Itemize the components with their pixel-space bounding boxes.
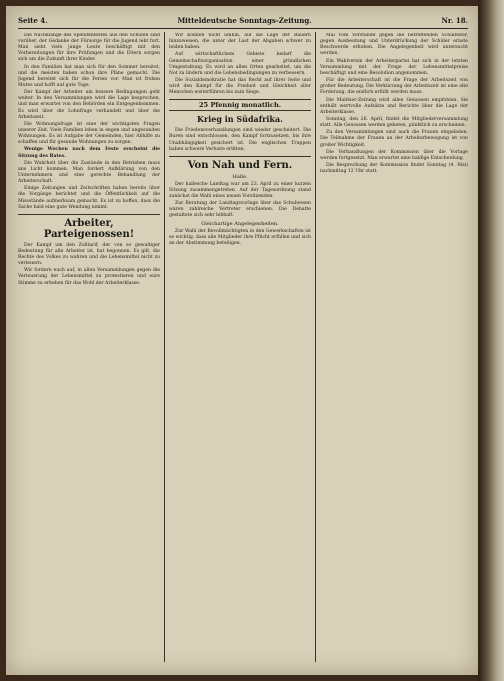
local-news-heading: Von Nah und Fern. [187,159,293,171]
section-heading: Arbeiter, Parteigenossen! [43,217,135,240]
local-news-subheading: Gleichartige Angelegenheiten. [201,220,279,227]
article-paragraph: Einige Zeitungen und Zeitschriften haben bereits über die Vorgänge berichtet und die Öffentlichkeit auf die Missstände aufmerksam gemacht. Es ist zu hoffen, dass die Sache bald eine gute Wendung nimmt. [18,186,160,210]
article-paragraph: Die Besprechung der Kommission findet Sonntag (4. Mai) nachmittag 12 Uhr statt. [320,163,468,175]
article-paragraph: Der Kampf der Arbeiter um bessere Bedingungen geht weiter. In den Versammlungen wird die Lage besprochen, und man erwartet von den Behörden ein Entgegenkommen. Es wird über die Lohnfrage verhandelt und über die Arbeitszeit. [18,90,160,120]
article-paragraph: Der hallesche Landtag war am 23. April zu einer kurzen Sitzung zusammengetreten. Auf der Tagesordnung stand zunächst die Wahl eines neuen Vorsitzenden. [169,181,311,199]
local-news-subheading: Halle. [232,173,248,180]
article-paragraph: Wir fordern euch auf, in allen Versammlungen gegen die Verteuerung der Lebensmittel zu protestieren und eure Stimme zu erheben für das Wohl der Arbeiterklasse. [18,268,160,286]
column-divider [164,32,165,662]
article-paragraph: Die Verhandlungen der Kommission über die Vorlage werden fortgesetzt. Man erwartet eine baldige Entscheidung. [320,149,468,161]
issue-number: Nr. 18. [441,16,468,25]
article-paragraph: Zur Wahl der Bevollmächtigten in den Gewerkschaften ist es wichtig, dass alle Mitglieder ihre Pflicht erfüllen und sich an der Abstimmung beteiligen. [169,228,311,246]
article-paragraph: Sonntag, den 26. April, findet die Mitgliederversammlung statt. Alle Genossen werden gebeten, pünktlich zu erscheinen. [320,116,468,129]
masthead-title: Mitteldeutsche Sonntags-Zeitung. [177,16,312,25]
article-paragraph: Zur Beratung der Landtagsvorlage über das Schulwesen waren zahlreiche Vertreter erschienen. Die Debatte gestaltete sich sehr lebhaft. [169,201,311,219]
article-paragraph: Auf wirtschaftlichem Gebiete bedarf die Gemeinschaftsorganisation einer gründlichen Umgestaltung. Es wird an allen Orten gearbeitet, um die Not zu lindern und die Lebensbedingungen zu verbessern. [169,52,311,76]
article-paragraph: Die Nachklänge des Spendenfestes aus den Schulen sind vorüber, der Gedanke der Fürsorge für die Jugend lebt fort. Man sieht viele junge Leute beschäftigt mit den Vorbereitungen für ihre Prüfungen und die Eltern sorgen sich um die Zukunft ihrer Kinder. [18,33,160,63]
subscription-banner: 25 Pfennig monatlich. [169,99,311,111]
page-number: Seite 4. [18,16,48,25]
article-paragraph: Der Kampf um den Zolltarif, der von so gewaltiger Bedeutung für alle Arbeiter ist, hat begonnen. Es gilt, die Rechte des Volkes zu wahren und die Lebensmittel nicht zu verteuern. [18,242,160,267]
article-paragraph: Wir können nicht umhin, auf die Lage der Bauern hinzuweisen, die unter der Last der Abgaben schwer zu leiden haben. [169,33,311,51]
section-rule [18,214,160,215]
article-paragraph: Die Maifeier-Zeitung wird allen Genossen empfohlen. Sie enthält wertvolle Aufsätze und Berichte über die Lage der Arbeiterklasse. [320,97,468,115]
war-heading: Krieg in Südafrika. [197,114,283,125]
article-paragraph: Die Wohnungsfrage ist eine der wichtigsten Fragen unserer Zeit. Viele Familien leben in engen und ungesunden Wohnungen. Es ist Aufgabe der Gemeinden, hier Abhilfe zu schaffen und für gesunde Wohnungen zu sorgen. [18,121,160,146]
column-2 [169,33,311,663]
column-1 [18,33,160,663]
article-paragraph: Für die Arbeiterschaft ist die Frage der Arbeitszeit von großer Bedeutung. Die Verkürzung der Arbeitszeit ist eine alte Forderung, die endlich erfüllt werden muss. [320,78,468,96]
article-paragraph: Ein Wahlverein der Arbeiterpartei hat sich in der letzten Versammlung mit der Frage der Lebensmittelpreise beschäftigt und eine Resolution angenommen. [320,58,468,76]
article-paragraph: In den Familien hat man sich für den Sommer bereitet, und die meisten haben schon ihre Pläne gemacht. Die Jugend bereitet sich für die Ferien vor. Man ist frohen Mutes und hofft auf gute Tage. [18,64,160,88]
section-rule [169,156,311,157]
column-3 [320,33,468,663]
article-paragraph: Zu den Versammlungen sind auch die Frauen eingeladen. Die Teilnahme der Frauen an der Arbeiterbewegung ist von großer Wichtigkeit. [320,130,468,148]
book-spine [478,0,504,681]
page-header [18,16,468,29]
column-divider [315,32,316,662]
article-paragraph: Wenige Wochen nach dem Feste erscheint die Sitzung des Rates. [18,147,160,159]
article-paragraph: Mai vom Vorstande gegen die betreffenden Schulleiter, gegen Ausbeutung und Unterdrückung der Schüler ernste Beschwerde erhoben. Die Angelegenheit wird untersucht werden. [320,33,468,57]
article-paragraph: Die Sozialdemokratie hat das Recht auf ihrer Seite und wird den Kampf für die Freiheit und Gleichheit aller Menschen weiterführen bis zum Siege. [169,78,311,96]
newspaper-page [6,6,478,675]
article-paragraph: Die Wahrheit über die Zustände in den Betrieben muss ans Licht kommen. Man fordert Aufklärung von den Unternehmern und eine gerechte Behandlung der Arbeiterschaft. [18,160,160,185]
article-paragraph: Die Friedensverhandlungen sind wieder gescheitert. Die Buren sind entschlossen, den Kampf fortzusetzen, bis ihre Unabhängigkeit gesichert ist. Die englischen Truppen haben schwere Verluste erlitten. [169,128,311,152]
